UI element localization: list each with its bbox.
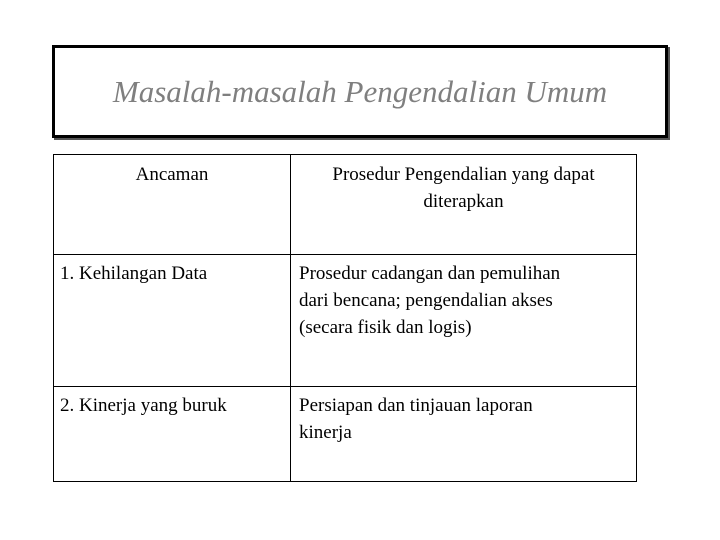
title-box [52,45,668,138]
threat-cell [54,387,291,482]
procedure-line: Prosedur cadangan dan pemulihan [299,263,561,284]
table-header-row [54,155,637,255]
control-problems-table [53,154,637,482]
procedure-cell [291,255,637,387]
slide-title: Masalah-masalah Pengendalian Umum [112,73,608,109]
procedure-line: (secara fisik dan logis) [299,317,472,338]
header-threat [54,155,291,255]
header-procedure-line-1: Prosedur Pengendalian yang dapat [332,164,595,185]
table-row [54,387,637,482]
threat-label: 2. Kinerja yang buruk [60,395,227,416]
procedure-line: kinerja [299,422,352,443]
header-procedure [291,155,637,255]
threat-cell [54,255,291,387]
header-procedure-line-2: diterapkan [423,191,504,212]
threat-label: 1. Kehilangan Data [60,263,208,284]
header-threat-label: Ancaman [135,164,209,185]
procedure-line: dari bencana; pengendalian akses [299,290,553,311]
table-row [54,255,637,387]
procedure-cell [291,387,637,482]
procedure-line: Persiapan dan tinjauan laporan [299,395,533,416]
